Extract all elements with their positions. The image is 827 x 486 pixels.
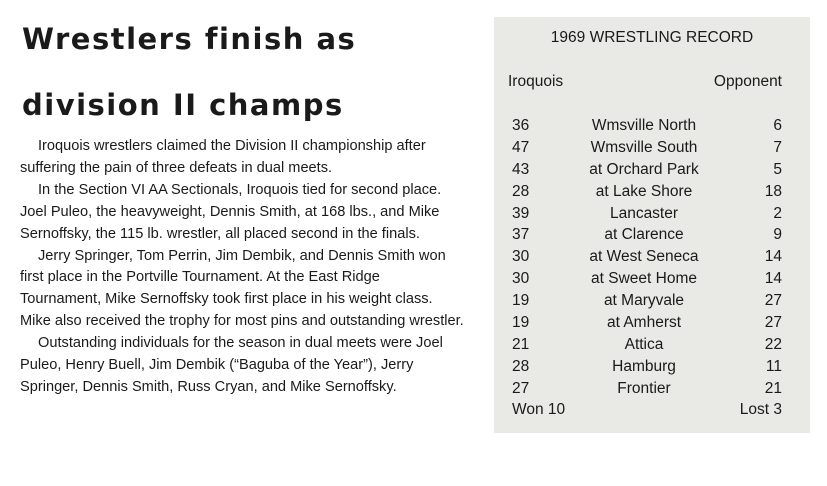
record-row <box>494 312 810 334</box>
headline <box>22 6 462 138</box>
opponent-score: 14 <box>764 270 782 288</box>
opponent-name: Wmsville South <box>590 138 698 156</box>
opponent-score: 11 <box>765 357 782 375</box>
column-header-opponent: Opponent <box>713 73 782 90</box>
record-row <box>494 334 810 356</box>
article-paragraph: Outstanding individuals for the season in dual meets were Joel Puleo, Henry Buell, Jim Dembik (“Baguba of the Year”), Jerry Springer, Dennis Smith, Russ Cryan, and Mike Sernoffsky. <box>20 335 443 395</box>
iroquois-score: 39 <box>512 204 530 222</box>
opponent-name: at West Seneca <box>589 248 699 266</box>
opponent-name: at Lake Shore <box>595 182 693 200</box>
opponent-name: at Clarence <box>604 226 684 244</box>
record-rows <box>494 115 810 400</box>
iroquois-score: 36 <box>512 117 530 134</box>
iroquois-score: 19 <box>512 314 530 332</box>
headline-line-2: division II champs <box>22 88 344 122</box>
opponent-name: Wmsville North <box>591 117 697 134</box>
opponent-score: 14 <box>764 248 782 266</box>
opponent-score: 27 <box>764 292 782 310</box>
opponent-score: 6 <box>773 117 782 134</box>
opponent-name: Hamburg <box>612 357 676 375</box>
record-row <box>494 159 810 181</box>
record-row <box>494 224 810 246</box>
lost-total: Lost 3 <box>739 401 782 418</box>
wrestling-record-box <box>494 17 810 433</box>
record-row <box>494 290 810 312</box>
record-title: 1969 WRESTLING RECORD <box>550 29 754 46</box>
opponent-score: 9 <box>773 226 782 244</box>
opponent-score: 5 <box>773 160 782 178</box>
won-total: Won 10 <box>512 401 566 418</box>
record-row <box>494 268 810 290</box>
iroquois-score: 21 <box>512 335 530 353</box>
iroquois-score: 47 <box>512 138 530 156</box>
headline-line-1: Wrestlers finish as <box>22 22 357 56</box>
article-paragraph: In the Section VI AA Sectionals, Iroquois tied for second place. Joel Puleo, the heavyweight, Dennis Smith, at 168 lbs., and Mike Sernoffsky, the 115 lb. wrestler, all placed second in the finals. <box>20 181 442 242</box>
article-body <box>20 136 464 399</box>
iroquois-score: 37 <box>512 226 530 244</box>
iroquois-score: 27 <box>512 379 530 397</box>
opponent-score: 27 <box>764 314 782 332</box>
record-row <box>494 115 810 137</box>
article-paragraph: Iroquois wrestlers claimed the Division II championship after suffering the pain of three defeats in dual meets. <box>20 138 426 176</box>
iroquois-score: 28 <box>512 357 530 375</box>
iroquois-score: 30 <box>512 248 530 266</box>
record-row <box>494 181 810 203</box>
record-row <box>494 137 810 159</box>
column-header-iroquois: Iroquois <box>508 73 564 90</box>
opponent-score: 22 <box>764 335 782 353</box>
iroquois-score: 19 <box>512 292 530 310</box>
opponent-name: at Orchard Park <box>589 160 699 178</box>
opponent-name: at Maryvale <box>603 292 685 310</box>
iroquois-score: 28 <box>512 182 530 200</box>
iroquois-score: 43 <box>512 160 530 178</box>
opponent-name: at Amherst <box>606 314 682 332</box>
opponent-score: 2 <box>773 204 782 222</box>
iroquois-score: 30 <box>512 270 530 288</box>
opponent-score: 18 <box>764 182 782 200</box>
opponent-score: 7 <box>773 138 782 156</box>
article-paragraph: Jerry Springer, Tom Perrin, Jim Dembik, and Dennis Smith won first place in the Portville Tournament. At the East Ridge Tournament, Mike Sernoffsky took first place in his weight class. Mike also received the trophy for most pins and outstanding wrestler. <box>20 247 464 330</box>
record-row <box>494 356 810 378</box>
record-row <box>494 378 810 400</box>
opponent-name: Attica <box>624 335 664 353</box>
opponent-name: Frontier <box>617 379 671 397</box>
opponent-name: Lancaster <box>609 204 679 222</box>
opponent-name: at Sweet Home <box>591 270 697 288</box>
record-row <box>494 246 810 268</box>
record-row <box>494 203 810 225</box>
opponent-score: 21 <box>764 379 782 397</box>
